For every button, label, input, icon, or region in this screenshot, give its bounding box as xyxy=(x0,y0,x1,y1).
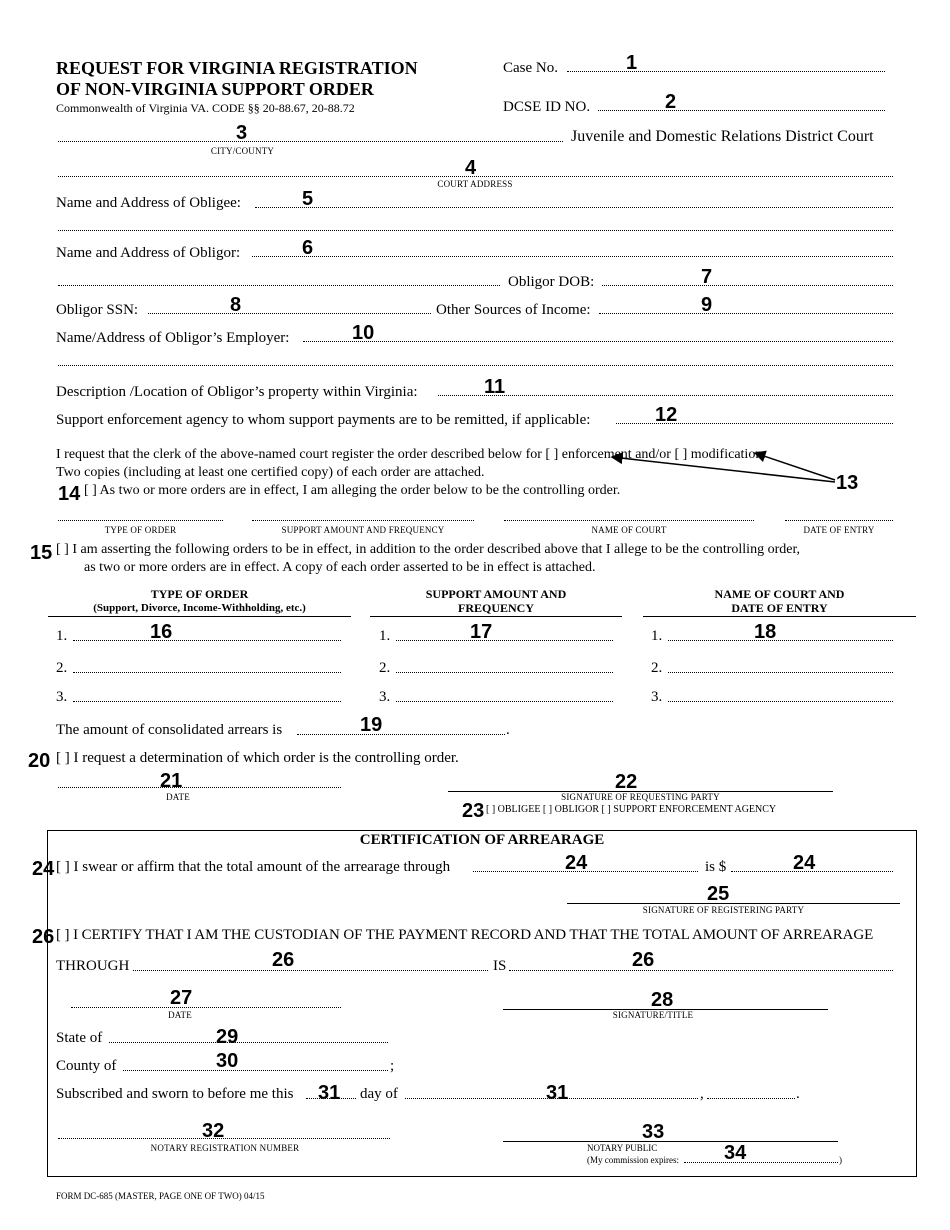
city-county-field[interactable] xyxy=(58,141,563,142)
commission-expires-label: (My commission expires: xyxy=(587,1155,679,1165)
requesting-signature-caption: SIGNATURE OF REQUESTING PARTY xyxy=(561,792,720,802)
notary-signature-line[interactable] xyxy=(503,1141,838,1142)
registering-signature-caption: SIGNATURE OF REGISTERING PARTY xyxy=(642,905,805,915)
dcse-id-label: DCSE ID NO. xyxy=(503,99,591,115)
marker-32: 32 xyxy=(202,1120,225,1142)
col3-header-line1: NAME OF COURT AND xyxy=(714,587,845,601)
obligee-field-line2[interactable] xyxy=(58,230,893,231)
date-of-entry-field[interactable] xyxy=(785,520,893,521)
request-date-field[interactable] xyxy=(58,787,341,788)
row1-label-col1: 1. xyxy=(56,628,68,644)
marker-3: 3 xyxy=(236,122,248,144)
caption-date-of-entry: DATE OF ENTRY xyxy=(803,525,875,535)
certification-title: CERTIFICATION OF ARREARAGE xyxy=(359,832,605,848)
col1-rule xyxy=(48,616,351,617)
registering-signature-line[interactable] xyxy=(567,903,900,904)
swear-checkbox-label[interactable]: [ ] I swear or affirm that the total amount of the arrearage through xyxy=(56,859,451,875)
marker-26a: 26 xyxy=(32,926,55,948)
signature-title-caption: SIGNATURE/TITLE xyxy=(612,1010,694,1020)
case-no-label: Case No. xyxy=(503,60,558,76)
certify-amount-field[interactable] xyxy=(509,970,893,971)
col3-header-line2: DATE OF ENTRY xyxy=(731,601,828,615)
other-income-field[interactable] xyxy=(599,313,893,314)
marker-1: 1 xyxy=(626,52,638,74)
marker-10: 10 xyxy=(352,322,375,344)
marker-22: 22 xyxy=(615,771,638,793)
dcse-id-field[interactable] xyxy=(598,110,885,111)
marker-21: 21 xyxy=(160,770,183,792)
other-income-label: Other Sources of Income: xyxy=(436,302,591,318)
obligee-field[interactable] xyxy=(255,207,893,208)
row1-type-field[interactable] xyxy=(73,640,341,641)
col2-header-line2: FREQUENCY xyxy=(457,601,534,615)
col1-header xyxy=(48,587,351,615)
col3-rule xyxy=(643,616,916,617)
marker-9: 9 xyxy=(701,294,713,316)
row3-amount-field[interactable] xyxy=(396,701,613,702)
marker-18: 18 xyxy=(754,621,777,643)
certify-date-field[interactable] xyxy=(71,1007,341,1008)
row3-label-col1: 3. xyxy=(56,689,68,705)
obligor-dob-field[interactable] xyxy=(602,285,893,286)
marker-28: 28 xyxy=(651,989,674,1011)
marker-29: 29 xyxy=(216,1026,239,1048)
col2-header xyxy=(370,587,622,615)
col1-header-line1: TYPE OF ORDER xyxy=(150,587,249,601)
marker-34: 34 xyxy=(724,1142,747,1164)
request-line2: Two copies (including at least one certified copy) of each order are attached. xyxy=(56,465,485,480)
property-label: Description /Location of Obligor’s property within Virginia: xyxy=(56,384,418,400)
row2-label-col1: 2. xyxy=(56,660,68,676)
row3-type-field[interactable] xyxy=(73,701,341,702)
row2-type-field[interactable] xyxy=(73,672,341,673)
col3-header xyxy=(643,587,916,615)
is-dollar-label: is $ xyxy=(705,859,727,875)
row1-label-col2: 1. xyxy=(379,628,391,644)
marker-26c: 26 xyxy=(632,949,655,971)
through-label: THROUGH xyxy=(56,958,130,974)
city-county-caption: CITY/COUNTY xyxy=(210,146,275,156)
row1-amount-field[interactable] xyxy=(396,640,613,641)
commission-expires-field[interactable] xyxy=(684,1162,838,1163)
court-name: Juvenile and Domestic Relations District Court xyxy=(571,128,874,145)
consolidated-arrears-period: . xyxy=(506,722,510,738)
col2-rule xyxy=(370,616,622,617)
day-of-label: day of xyxy=(360,1086,398,1102)
consolidated-arrears-field[interactable] xyxy=(297,734,505,735)
marker-13: 13 xyxy=(836,472,859,494)
county-field[interactable] xyxy=(123,1070,388,1071)
obligor-dob-label: Obligor DOB: xyxy=(508,274,595,290)
subscribed-year-field[interactable] xyxy=(707,1098,795,1099)
is-label: IS xyxy=(493,958,507,974)
marker-2: 2 xyxy=(665,91,677,113)
subscribed-period: . xyxy=(796,1086,800,1102)
row2-amount-field[interactable] xyxy=(396,672,613,673)
obligee-label: Name and Address of Obligee: xyxy=(56,195,241,211)
controlling-order-checkbox-label[interactable]: [ ] As two or more orders are in effect, I am alleging the order below to be the controlling order. xyxy=(84,483,621,498)
marker-24b: 24 xyxy=(565,852,588,874)
row3-label-col3: 3. xyxy=(651,689,663,705)
row3-court-field[interactable] xyxy=(668,701,893,702)
obligor-ssn-field[interactable] xyxy=(148,313,431,314)
obligor-label: Name and Address of Obligor: xyxy=(56,245,241,261)
marker-23: 23 xyxy=(462,800,485,822)
obligor-field[interactable] xyxy=(252,256,893,257)
marker-8: 8 xyxy=(230,294,242,316)
marker-20: 20 xyxy=(28,750,51,772)
marker-6: 6 xyxy=(302,237,314,259)
marker-33: 33 xyxy=(642,1121,665,1143)
marker-11: 11 xyxy=(484,376,506,398)
name-of-court-field[interactable] xyxy=(504,520,754,521)
marker-15: 15 xyxy=(30,542,53,564)
marker-31b: 31 xyxy=(546,1082,569,1104)
form-subtitle: Commonwealth of Virginia VA. CODE §§ 20-88.67, 20-88.72 xyxy=(56,101,355,115)
certify-checkbox-label[interactable]: [ ] I CERTIFY THAT I AM THE CUSTODIAN OF THE PAYMENT RECORD AND THAT THE TOTAL AMOUNT OF ARREARAGE xyxy=(56,927,874,943)
commission-expires-close: ) xyxy=(839,1155,842,1165)
form-title-line1: REQUEST FOR VIRGINIA REGISTRATION xyxy=(56,58,418,78)
marker-19: 19 xyxy=(360,714,383,736)
row2-court-field[interactable] xyxy=(668,672,893,673)
col2-header-line1: SUPPORT AMOUNT AND xyxy=(425,587,567,601)
marker-14: 14 xyxy=(58,483,81,505)
marker-24a: 24 xyxy=(32,858,55,880)
caption-name-of-court: NAME OF COURT xyxy=(591,525,667,535)
state-field[interactable] xyxy=(109,1042,388,1043)
marker-30: 30 xyxy=(216,1050,239,1072)
obligor-field-line2[interactable] xyxy=(58,285,500,286)
county-semicolon: ; xyxy=(390,1058,395,1074)
marker-16: 16 xyxy=(150,621,173,643)
agency-label: Support enforcement agency to whom support payments are to be remitted, if applicable: xyxy=(56,412,591,428)
arrow-to-modification xyxy=(755,453,835,480)
form-footer: FORM DC-685 (MASTER, PAGE ONE OF TWO) 04/15 xyxy=(56,1191,265,1201)
row1-label-col3: 1. xyxy=(651,628,663,644)
request-date-caption: DATE xyxy=(166,792,190,802)
marker-26b: 26 xyxy=(272,949,295,971)
employer-field-line2[interactable] xyxy=(58,365,893,366)
obligor-ssn-label: Obligor SSN: xyxy=(56,302,139,318)
asserting-line2: as two or more orders are in effect. A copy of each order asserted to be in effect is attached. xyxy=(84,560,596,575)
request-line1: I request that the clerk of the above-named court register the order described below for [ ] enforcement and/or [ ] modification. xyxy=(56,447,766,462)
row2-label-col2: 2. xyxy=(379,660,391,676)
case-no-field[interactable] xyxy=(567,71,885,72)
caption-support-amount: SUPPORT AMOUNT AND FREQUENCY xyxy=(281,525,445,535)
marker-25: 25 xyxy=(707,883,730,905)
certify-through-field[interactable] xyxy=(133,970,488,971)
court-address-caption: COURT ADDRESS xyxy=(437,179,513,189)
marker-4: 4 xyxy=(465,157,477,179)
state-of-label: State of xyxy=(56,1030,103,1046)
form-title-line2: OF NON-VIRGINIA SUPPORT ORDER xyxy=(56,79,374,99)
employer-label: Name/Address of Obligor’s Employer: xyxy=(56,330,290,346)
certify-date-caption: DATE xyxy=(168,1010,192,1020)
row3-label-col2: 3. xyxy=(379,689,391,705)
col1-header-line2: (Support, Divorce, Income-Withholding, etc.) xyxy=(93,602,306,614)
row2-label-col3: 2. xyxy=(651,660,663,676)
subscribed-label: Subscribed and sworn to before me this xyxy=(56,1086,294,1102)
property-field[interactable] xyxy=(438,395,893,396)
marker-31a: 31 xyxy=(318,1082,341,1104)
caption-type-of-order: TYPE OF ORDER xyxy=(104,525,177,535)
marker-12: 12 xyxy=(655,404,678,426)
support-amount-field[interactable] xyxy=(252,520,474,521)
determination-checkbox-label[interactable]: [ ] I request a determination of which order is the controlling order. xyxy=(56,750,459,766)
marker-24c: 24 xyxy=(793,852,816,874)
notary-public-caption: NOTARY PUBLIC xyxy=(587,1143,658,1153)
type-of-order-field[interactable] xyxy=(58,520,223,521)
notary-registration-caption: NOTARY REGISTRATION NUMBER xyxy=(150,1143,300,1153)
county-of-label: County of xyxy=(56,1058,117,1074)
marker-5: 5 xyxy=(302,188,314,210)
asserting-checkbox-label[interactable]: [ ] I am asserting the following orders to be in effect, in addition to the order described above that I allege to be the controlling order, xyxy=(56,542,801,557)
subscribed-comma: , xyxy=(700,1086,704,1102)
marker-27: 27 xyxy=(170,987,193,1009)
marker-17: 17 xyxy=(470,621,493,643)
party-type-options[interactable]: [ ] OBLIGEE [ ] OBLIGOR [ ] SUPPORT ENFORCEMENT AGENCY xyxy=(486,804,777,815)
consolidated-arrears-label: The amount of consolidated arrears is xyxy=(56,722,283,738)
row1-court-field[interactable] xyxy=(668,640,893,641)
employer-field[interactable] xyxy=(303,341,893,342)
marker-7: 7 xyxy=(701,266,713,288)
arrow-13-graphic xyxy=(600,447,840,487)
